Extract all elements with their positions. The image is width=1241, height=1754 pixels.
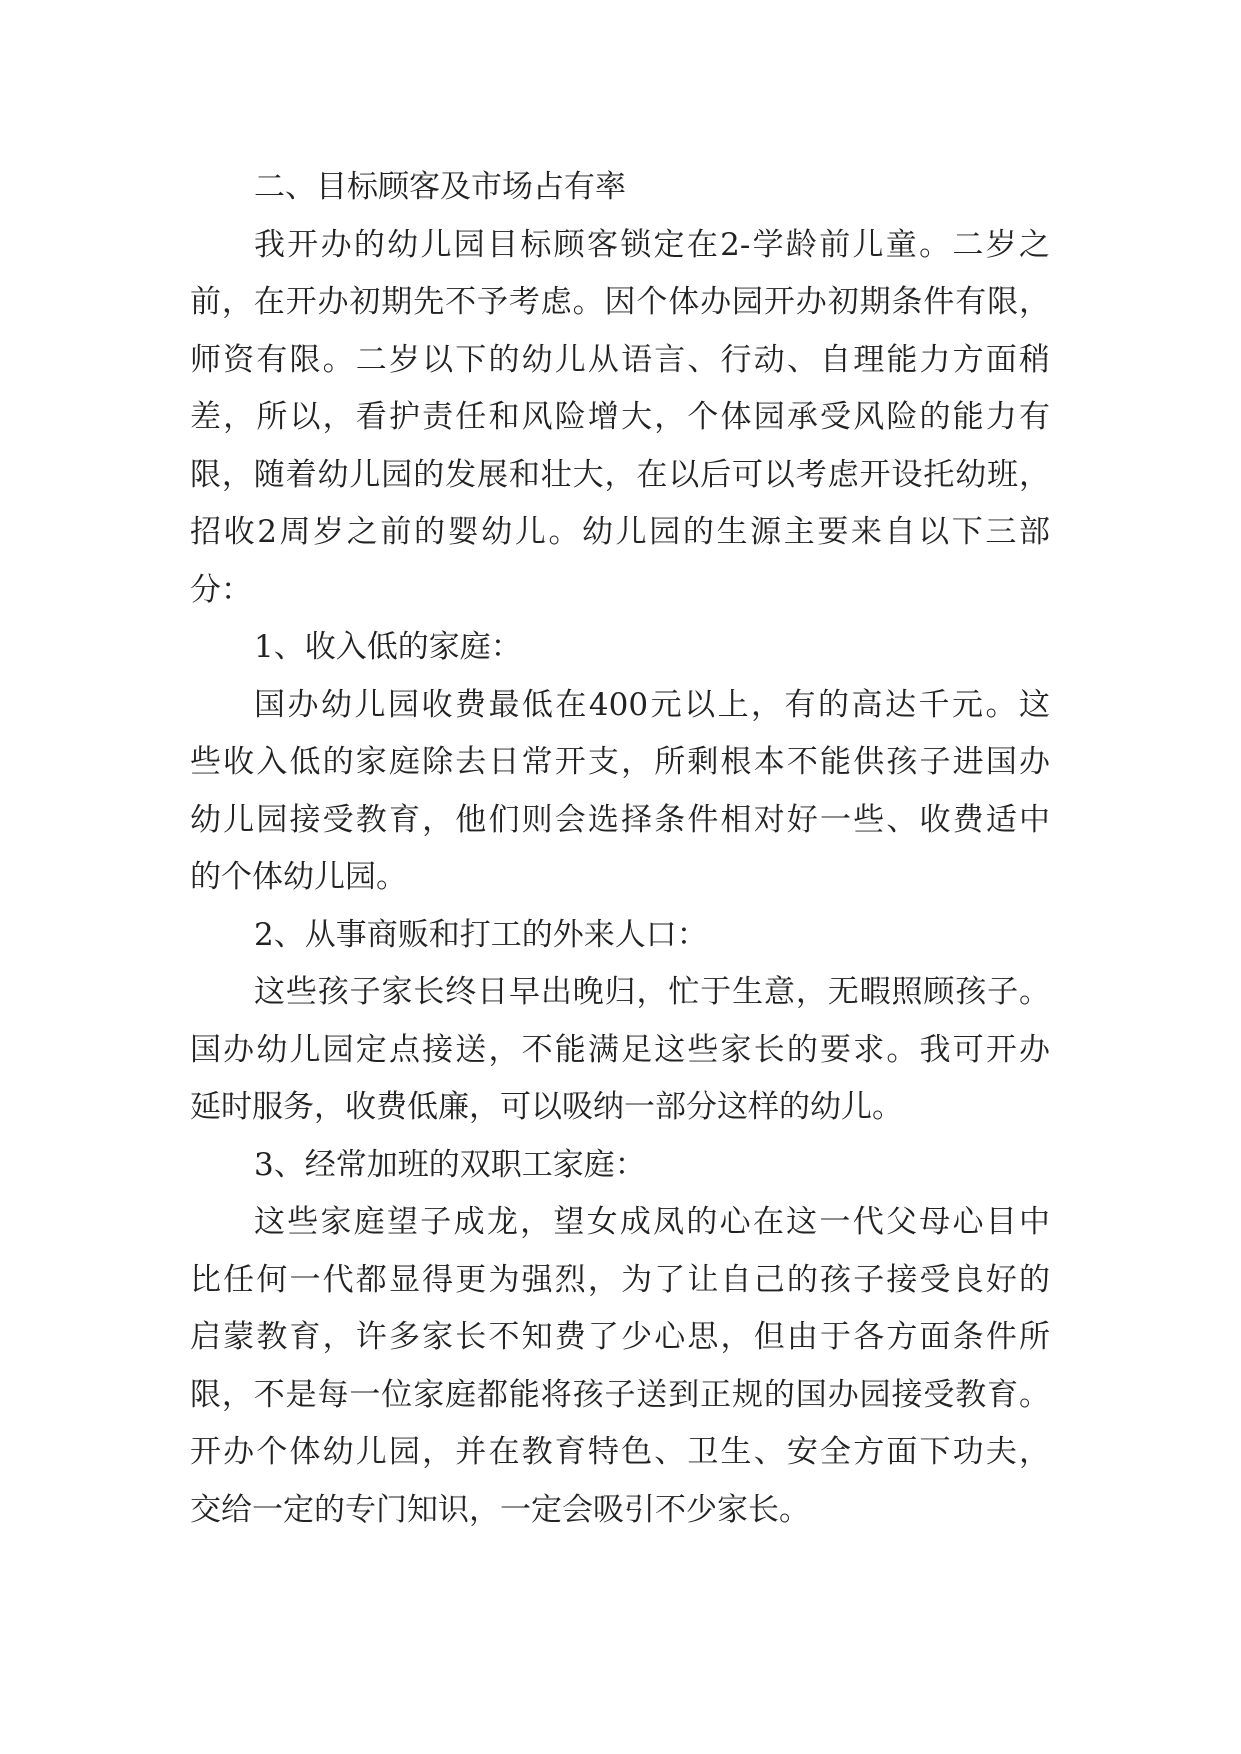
paragraph-line: 交给一定的专门知识，一定会吸引不少家长。 <box>190 1491 810 1528</box>
paragraph-line: 限，不是每一位家庭都能将孩子送到正规的国办园接受教育。 <box>190 1376 1050 1413</box>
paragraph-line: 师资有限。二岁以下的幼儿从语言、行动、自理能力方面稍 <box>190 341 1050 378</box>
paragraph-line: 这些孩子家长终日早出晚归，忙于生意，无暇照顾孩子。 <box>254 974 1050 1010</box>
paragraph-line: 我开办的幼儿园目标顾客锁定在2-学龄前儿童。二岁之 <box>254 226 1050 263</box>
paragraph-line: 延时服务，收费低廉，可以吸纳一部分这样的幼儿。 <box>190 1089 903 1125</box>
paragraph-line: 限，随着幼儿园的发展和壮大，在以后可以考虑开设托幼班， <box>190 456 1050 493</box>
paragraph-line: 幼儿园接受教育，他们则会选择条件相对好一些、收费适中 <box>190 801 1050 838</box>
paragraph-line: 这些家庭望子成龙，望女成凤的心在这一代父母心目中 <box>254 1204 1050 1240</box>
paragraph-line: 些收入低的家庭除去日常开支，所剩根本不能供孩子进国办 <box>190 744 1050 780</box>
paragraph-line: 的个体幼儿园。 <box>190 859 407 895</box>
paragraph-line: 开办个体幼儿园，并在教育特色、卫生、安全方面下功夫， <box>190 1434 1050 1470</box>
paragraph-line: 差，所以，看护责任和风险增大，个体园承受风险的能力有 <box>190 399 1050 435</box>
section-heading: 二、目标顾客及市场占有率 <box>254 169 626 205</box>
paragraph-line: 分： <box>190 571 252 608</box>
paragraph-line: 比任何一代都显得更为强烈，为了让自己的孩子接受良好的 <box>190 1261 1050 1298</box>
document-body <box>190 159 1050 1539</box>
paragraph-line: 国办幼儿园定点接送，不能满足这些家长的要求。我可开办 <box>190 1031 1050 1068</box>
paragraph-line: 前，在开办初期先不予考虑。因个体办园开办初期条件有限， <box>190 284 1050 320</box>
paragraph-line: 启蒙教育，许多家长不知费了少心思，但由于各方面条件所 <box>190 1319 1050 1355</box>
subheading-1: 1、收入低的家庭： <box>254 629 522 665</box>
paragraph-line: 招收2周岁之前的婴幼儿。幼儿园的生源主要来自以下三部 <box>190 514 1050 550</box>
subheading-2: 2、从事商贩和打工的外来人口： <box>254 916 708 953</box>
paragraph-line: 国办幼儿园收费最低在400元以上，有的高达千元。这 <box>254 686 1050 723</box>
subheading-3: 3、经常加班的双职工家庭： <box>254 1146 646 1183</box>
